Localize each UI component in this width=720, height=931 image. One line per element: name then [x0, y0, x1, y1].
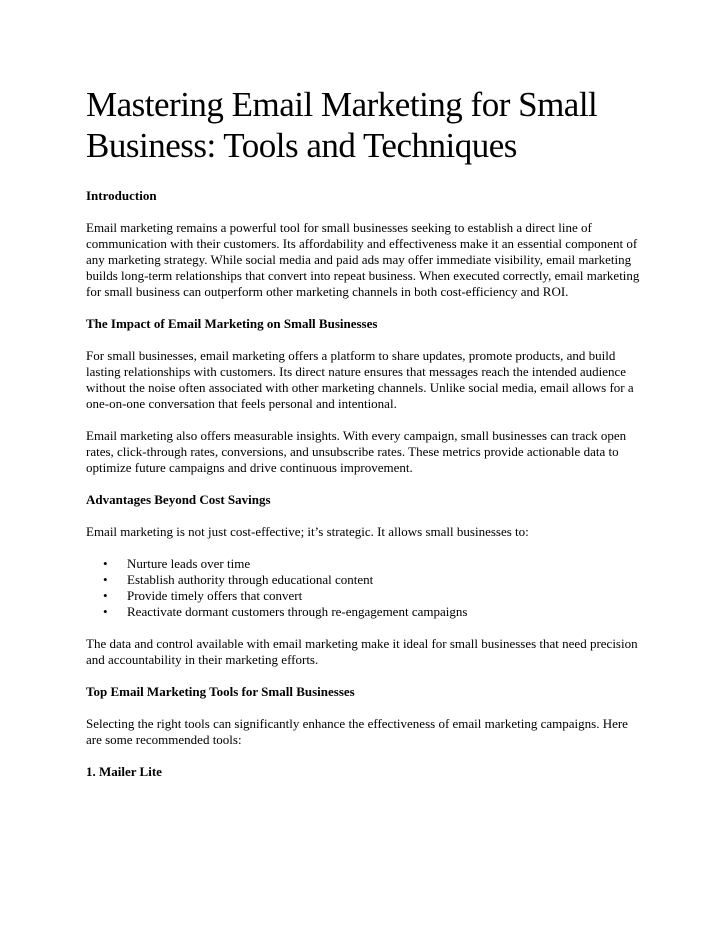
document-title: Mastering Email Marketing for Small Business: Tools and Techniques: [86, 85, 598, 165]
list-item-text: Reactivate dormant customers through re-engagement campaigns: [127, 604, 468, 619]
list-item: [86, 588, 646, 604]
paragraph-impact-1: For small businesses, email marketing offers a platform to share updates, promote products, and build lasting relationships with customers. Its direct nature ensures that messages reach the intended audience without the noise often associated with other marketing channels. Unlike social media, email allows for a one-on-one conversation that feels personal and intentional.: [86, 348, 634, 411]
section-heading-impact: The Impact of Email Marketing on Small Businesses: [86, 316, 378, 331]
advantages-list: [86, 556, 646, 620]
paragraph-impact-2: Email marketing also offers measurable insights. With every campaign, small businesses can track open rates, click-through rates, conversions, and unsubscribe rates. These metrics provide actionable data to optimize future campaigns and drive continuous improvement.: [86, 428, 627, 475]
section-heading-introduction: Introduction: [86, 188, 157, 203]
list-item-text: Establish authority through educational content: [127, 572, 374, 587]
list-item-text: Nurture leads over time: [127, 556, 251, 571]
list-item: [86, 572, 646, 588]
paragraph-tools: Selecting the right tools can significantly enhance the effectiveness of email marketing campaigns. Here are some recommended tools:: [86, 716, 628, 747]
paragraph-advantages-intro: Email marketing is not just cost-effective; it’s strategic. It allows small businesses to:: [86, 524, 529, 539]
list-item: [86, 556, 646, 572]
list-item-text: Provide timely offers that convert: [127, 588, 303, 603]
section-heading-advantages: Advantages Beyond Cost Savings: [86, 492, 271, 507]
bullet-icon: •: [103, 588, 108, 603]
bullet-icon: •: [103, 556, 108, 571]
document-page: [86, 84, 646, 780]
bullet-icon: •: [103, 572, 108, 587]
list-item: [86, 604, 646, 620]
bullet-icon: •: [103, 604, 108, 619]
section-heading-tool-1: 1. Mailer Lite: [86, 764, 162, 779]
paragraph-introduction: Email marketing remains a powerful tool for small businesses seeking to establish a direct line of communication with their customers. Its affordability and effectiveness make it an essential component of any marketing strategy. While social media and paid ads may offer immediate visibility, email marketing builds long-term relationships that convert into repeat business. When executed correctly, email marketing for small business can outperform other marketing channels in both cost-efficiency and ROI.: [86, 220, 640, 299]
section-heading-tools: Top Email Marketing Tools for Small Businesses: [86, 684, 355, 699]
paragraph-advantages-outro: The data and control available with email marketing make it ideal for small businesses that need precision and accountability in their marketing efforts.: [86, 636, 638, 667]
